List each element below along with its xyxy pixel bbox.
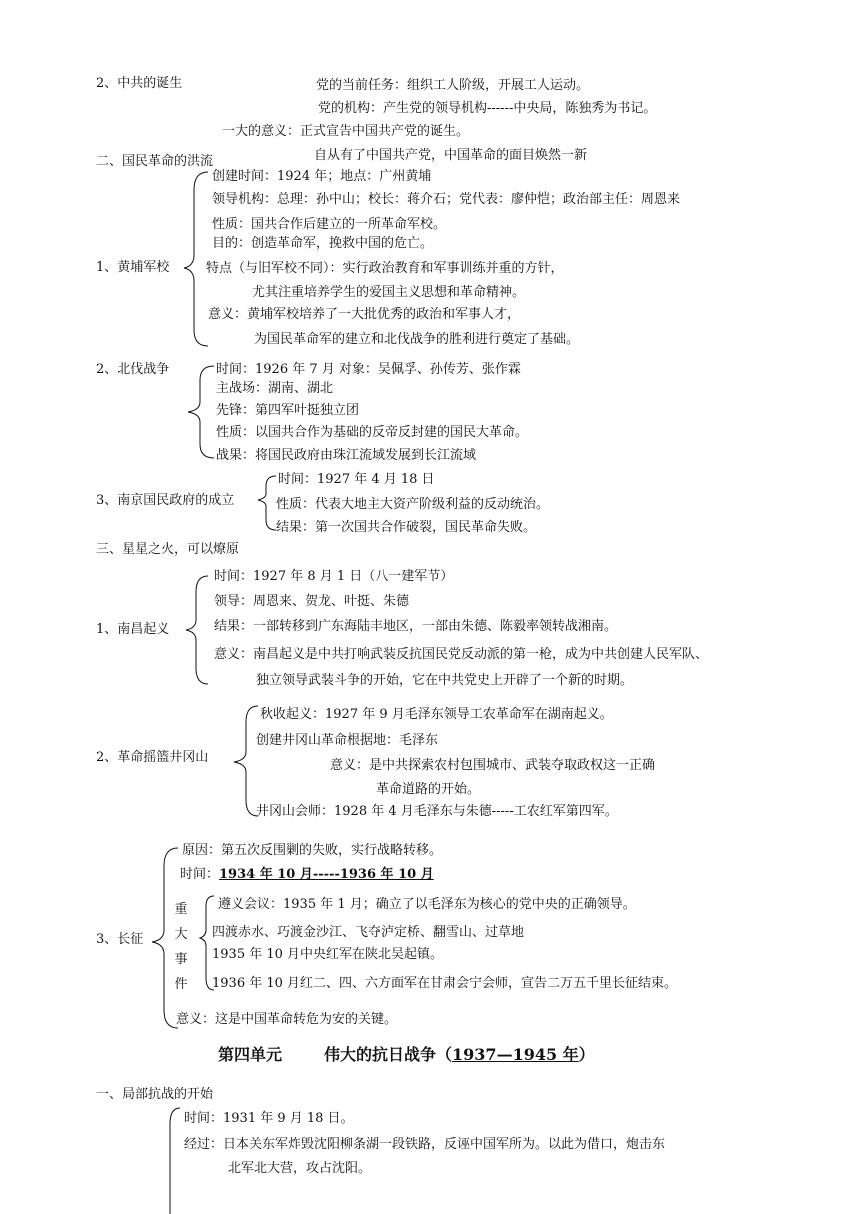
section-title-long-march: 3、长征 [96,932,144,947]
section-title-nanchang: 1、南昌起义 [96,622,170,637]
section-title-ccp-birth: 2、中共的诞生 [96,76,183,91]
march-time [180,867,434,883]
events-label-3: 事 [174,952,188,967]
march-route: 四渡赤水、巧渡金沙江、飞夺泸定桥、翻雪山、过草地 [212,925,525,940]
nanjing-brace [258,476,276,530]
march-wuqi: 1935 年 10 月中央红军在陕北吴起镇。 [212,947,444,962]
whampoa-feature-1: 特点（与旧军校不同）：实行政治教育和军事训练并重的方针， [206,261,564,276]
section-title-nanjing: 3、南京国民政府的成立 [96,493,235,508]
ccp-sig-2: 自从有了中国共产党，中国革命的面目焕然一新 [314,148,588,163]
unit-label: 第四单元 [218,1045,283,1064]
march-time-label: 时间： [180,867,220,882]
march-end: 1936 年 10 月红二、四、六方面军在甘肃会宁会师，宣告二万五千里长征结束。 [212,976,678,991]
whampoa-meaning-2: 为国民革命军的建立和北伐战争的胜利进行奠定了基础。 [254,332,580,347]
events-label-2: 大 [174,927,188,942]
nanjing-time: 时间：1927 年 4 月 18 日 [278,472,435,487]
expedition-brace [188,366,214,458]
local-war-process-1: 经过：日本关东军炸毁沈阳柳条湖一段铁路，反诬中国军所为。以此为借口，炮击东 [184,1137,666,1152]
whampoa-goal: 目的：创造革命军，挽救中国的危亡。 [212,236,434,251]
march-time-value: 1934 年 10 月-----1936 年 10 月 [219,867,434,882]
jinggang-meeting: 井冈山会师：1928 年 4 月毛泽东与朱德-----工农红军第四军。 [256,804,618,819]
local-war-process-2: 北军北大营，攻占沈阳。 [228,1161,372,1176]
jinggang-base: 创建井冈山革命根据地：毛泽东 [256,733,439,748]
nanchang-meaning-2: 独立领导武装斗争的开始，它在中共党史上开辟了一个新的时期。 [256,673,634,688]
part-title-national-revolution: 二、国民革命的洪流 [96,154,214,169]
whampoa-nature: 性质：国共合作后建立的一所革命军校。 [212,217,447,232]
jinggang-meaning-1: 意义：是中共探索农村包围城市、武装夺取政权这一正确 [330,758,656,773]
nanchang-result: 结果：一部转移到广东海陆丰地区，一部由朱德、陈毅率领转战湘南。 [214,619,618,634]
march-zunyi: 遵义会议：1935 年 1 月；确立了以毛泽东为核心的党中央的正确领导。 [218,897,636,912]
nanchang-leaders: 领导：周恩来、贺龙、叶挺、朱德 [214,594,410,609]
section-title-whampoa: 1、黄埔军校 [96,260,170,275]
expedition-time: 时间：1926 年 7 月 对象：吴佩孚、孙传芳、张作霖 [216,362,521,377]
jinggang-meaning-2: 革命道路的开始。 [376,782,481,797]
whampoa-created: 创建时间：1924 年；地点：广州黄埔 [212,169,432,184]
section-title-jinggang: 2、革命摇篮井冈山 [96,750,209,765]
jinggang-brace [234,706,258,816]
expedition-battlefield: 主战场：湖南、湖北 [216,381,334,396]
expedition-vanguard: 先锋：第四军叶挺独立团 [216,403,360,418]
march-meaning: 意义：这是中国革命转危为安的关键。 [176,1012,398,1027]
unit-title: 伟大的抗日战争（ [324,1045,453,1064]
unit-heading [218,1045,595,1065]
events-label-4: 件 [174,977,188,992]
nanchang-meaning-1: 意义：南昌起义是中共打响武装反抗国民党反动派的第一枪，成为中共创建人民军队、 [214,647,709,662]
ccp-sig-1: 正式宣告中国共产党的诞生。 [300,124,470,139]
nanchang-brace [186,576,208,684]
jinggang-autumn: 秋收起义：1927 年 9 月毛泽东领导工农革命军在湖南起义。 [260,707,613,722]
expedition-result: 战果：将国民政府由珠江流域发展到长江流域 [216,448,477,463]
whampoa-feature-2: 尤其注重培养学生的爱国主义思想和革命精神。 [252,285,526,300]
nanchang-time: 时间：1927 年 8 月 1 日（八一建军节） [214,569,454,584]
nanjing-nature: 性质：代表大地主大资产阶级利益的反动统治。 [276,497,550,512]
ccp-task: 党的当前任务：组织工人阶级，开展工人运动。 [316,78,590,93]
nanjing-result: 结果：第一次国共合作破裂，国民革命失败。 [276,520,537,535]
events-label-1: 重 [174,902,188,917]
local-war-brace [170,1108,180,1214]
local-war-time: 时间：1931 年 9 月 18 日。 [184,1111,354,1126]
whampoa-meaning-1: 意义：黄埔军校培养了一大批优秀的政治和军事人才， [208,307,521,322]
expedition-nature: 性质：以国共合作为基础的反帝反封建的国民大革命。 [216,425,529,440]
whampoa-brace [184,172,208,346]
unit-title-close: ） [578,1045,595,1064]
ccp-sig-label: 一大的意义： [222,124,301,139]
part-title-spark: 三、星星之火，可以燎原 [96,542,240,557]
march-cause: 原因：第五次反围剿的失败，实行战略转移。 [182,843,443,858]
whampoa-leaders: 领导机构：总理：孙中山；校长：蒋介石；党代表：廖仲恺；政治部主任：周恩来 [212,192,681,207]
ccp-org: 党的机构：产生党的领导机构------中央局，陈独秀为书记。 [318,101,657,116]
unit-years: 1937—1945 年 [452,1045,579,1064]
section-title-local-war: 一、局部抗战的开始 [96,1087,214,1102]
section-title-expedition: 2、北伐战争 [96,362,170,377]
